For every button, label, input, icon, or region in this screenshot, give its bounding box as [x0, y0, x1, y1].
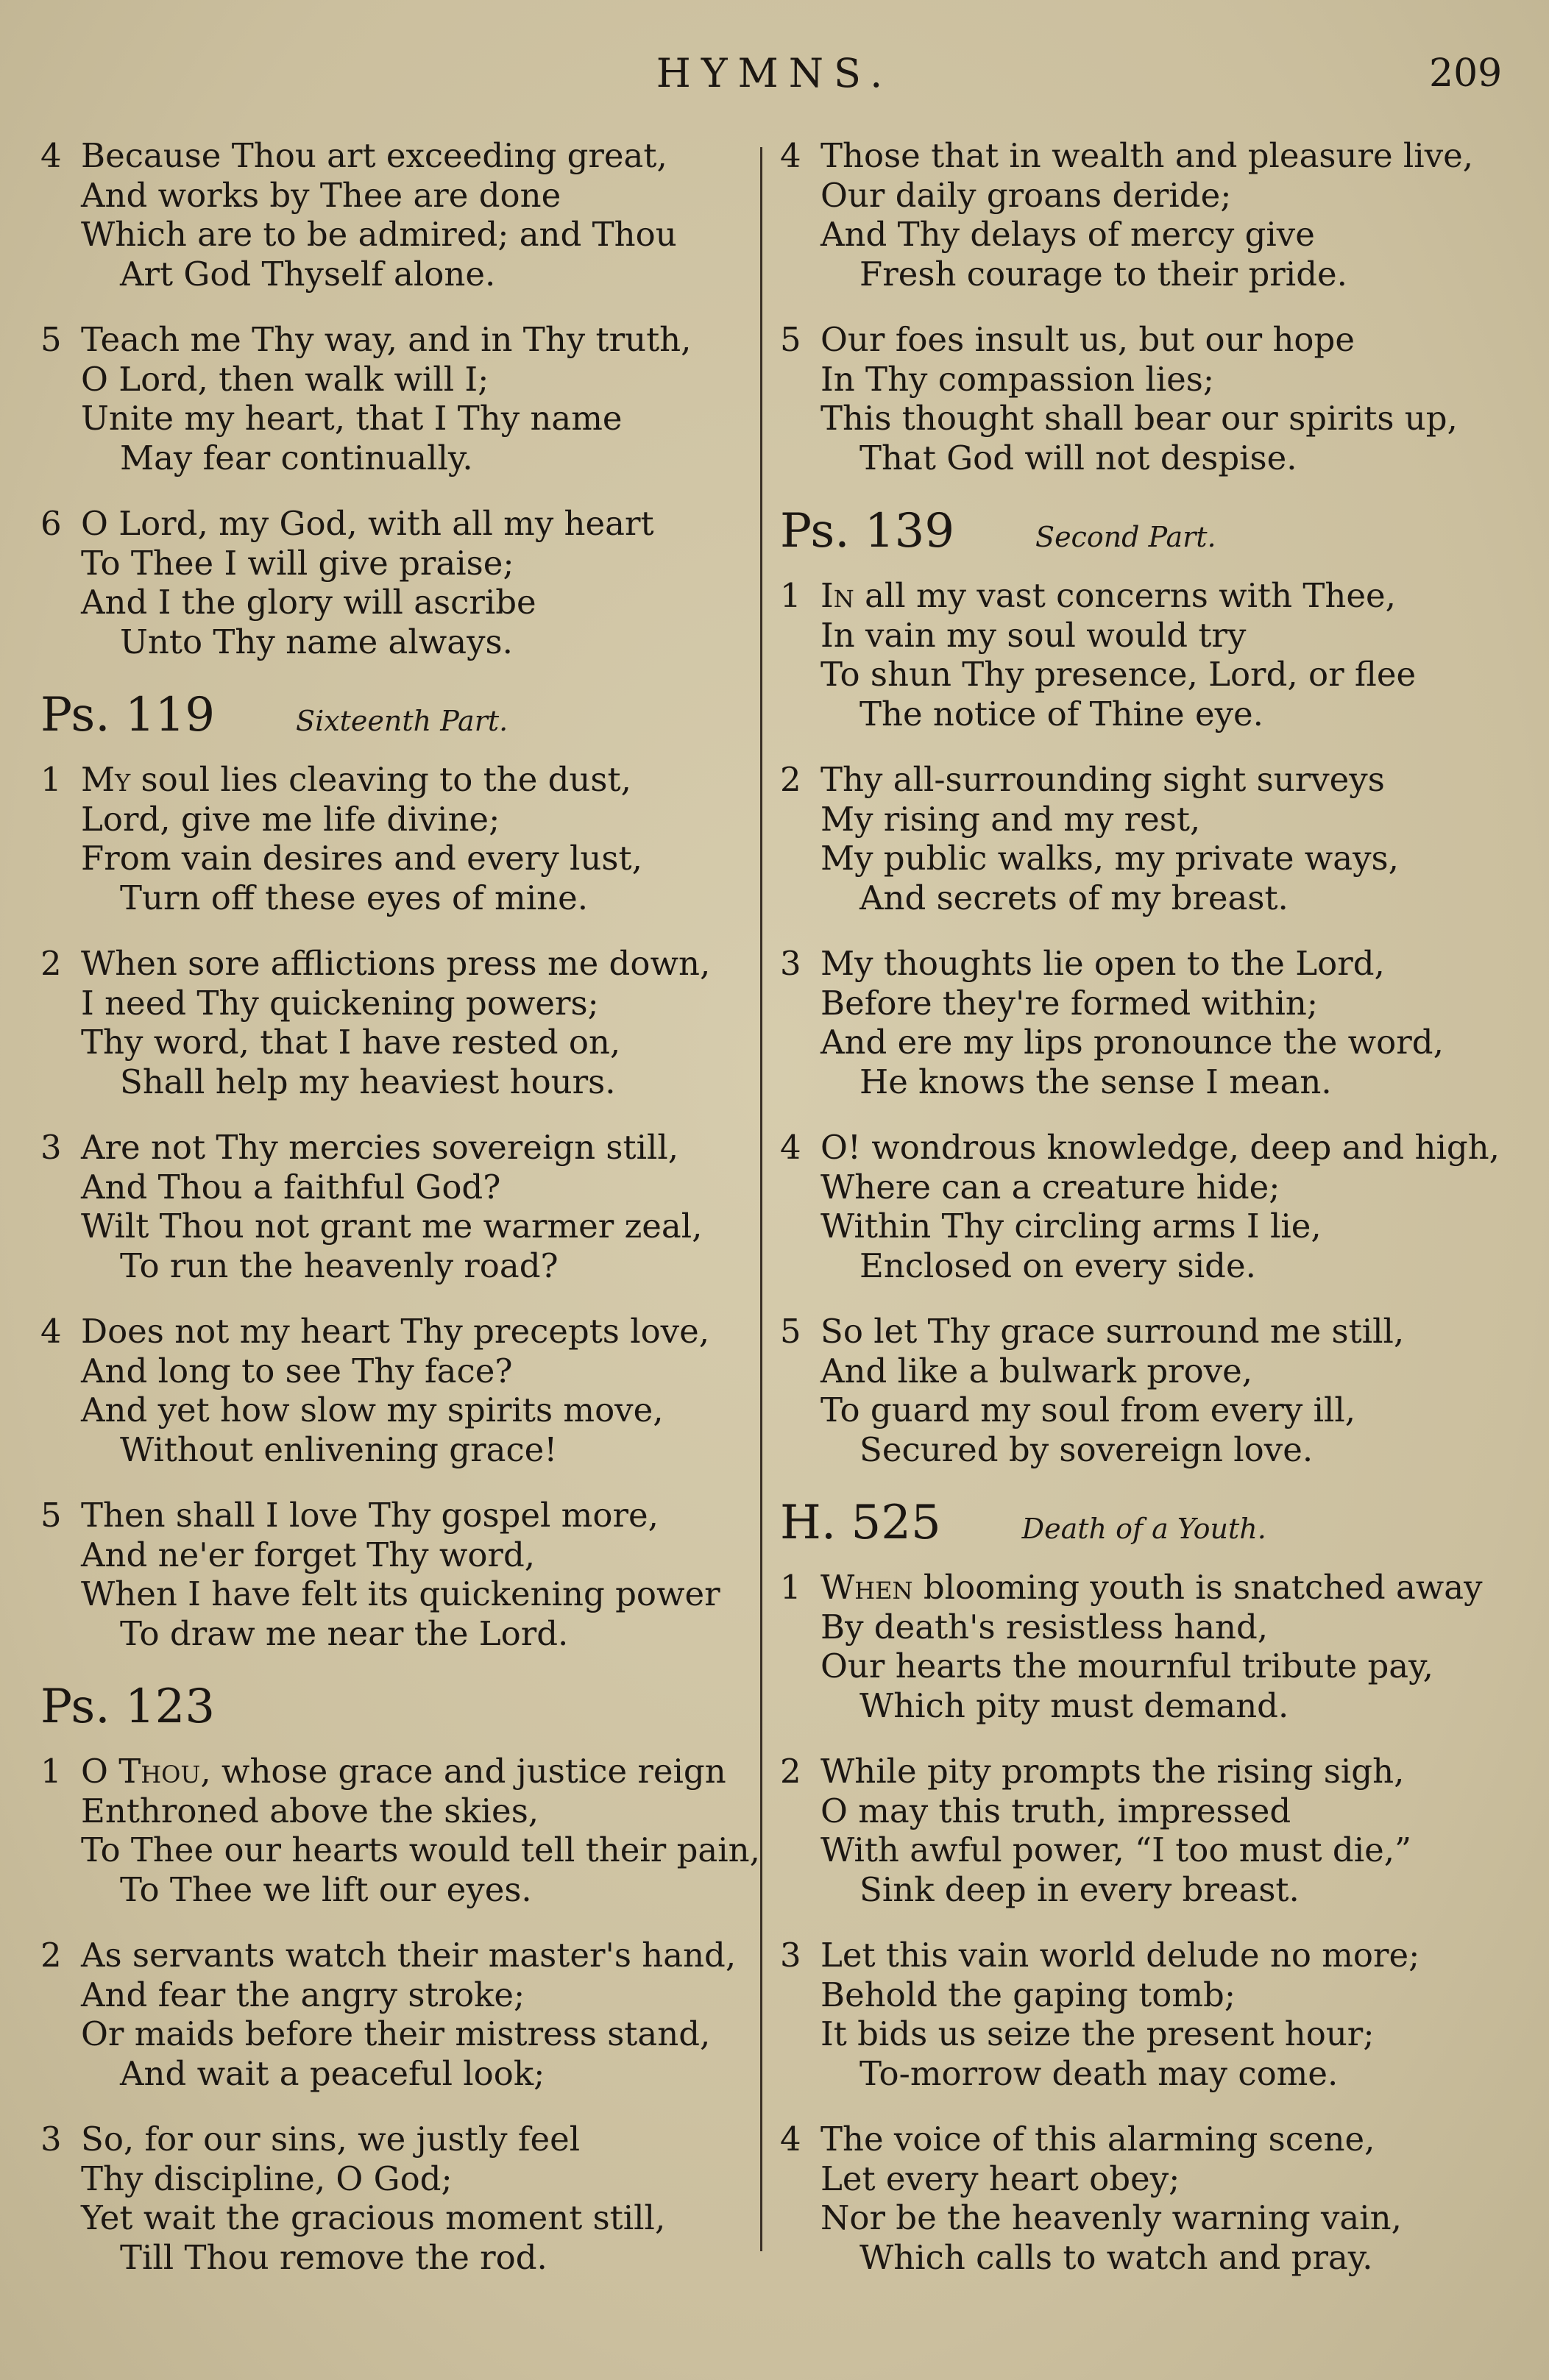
verse-number: 1: [780, 1568, 801, 1607]
verse-text: Teach me Thy way, and in Thy truth,: [81, 320, 692, 359]
verse-text: The notice of Thine eye.: [859, 694, 1263, 733]
verse-text: Does not my heart Thy precepts love,: [81, 1312, 710, 1351]
verse-text: To Thee I will give praise;: [81, 543, 514, 583]
stanza: [780, 1568, 1486, 1725]
verse-text: Nor be the heavenly warning vain,: [820, 2198, 1402, 2237]
verse-line: [40, 176, 747, 216]
verse-text: Which pity must demand.: [859, 1685, 1289, 1725]
verse-text: So let Thy grace surround me still,: [820, 1312, 1405, 1351]
verse-text: And long to see Thy face?: [81, 1351, 513, 1390]
verse-opening-words: In: [820, 576, 854, 615]
verse-number: 5: [40, 320, 62, 359]
verse-line: [780, 695, 1486, 734]
verse-line: [780, 360, 1486, 399]
stanza: [40, 1312, 747, 1469]
verse-line: [40, 438, 747, 478]
verse-number: 1: [40, 1752, 62, 1791]
verse-line: [40, 1351, 747, 1391]
verse-text: Those that in wealth and pleasure live,: [820, 136, 1474, 175]
stanza: [40, 2120, 747, 2277]
verse-line: [780, 616, 1486, 656]
verse-number: 6: [40, 504, 62, 543]
verse-text: Without enlivening grace!: [120, 1429, 558, 1469]
verse-line: [780, 2014, 1486, 2054]
verse-text: And ne'er forget Thy word,: [81, 1535, 536, 1574]
verse-line: [40, 1870, 747, 1910]
stanza: [40, 1752, 760, 1909]
verse-text: My rising and my rest,: [820, 799, 1201, 839]
verse-text: And like a bulwark prove,: [820, 1351, 1253, 1390]
verse-number: 2: [780, 760, 801, 799]
verse-text: Lord, give me life divine;: [81, 799, 500, 839]
verse-text: My public walks, my private ways,: [820, 839, 1399, 878]
verse-text: soul lies cleaving to the dust,: [130, 760, 631, 799]
stanza: [780, 1312, 1486, 1469]
verse-text: When sore afflictions press me down,: [81, 944, 711, 983]
verse-text: Thy discipline, O God;: [81, 2159, 453, 2198]
verse-line: [40, 1430, 747, 1470]
verse-line: [780, 1752, 1486, 1791]
stanza: [780, 320, 1486, 477]
verse-text: Behold the gaping tomb;: [820, 1975, 1236, 2014]
verse-line: [780, 2238, 1486, 2278]
verse-text: In Thy compassion lies;: [820, 359, 1215, 399]
stanza: [780, 1128, 1500, 1285]
verse-text: Shall help my heaviest hours.: [120, 1062, 616, 1101]
verse-line: [40, 2198, 747, 2238]
verse-text: Sink deep in every breast.: [859, 1869, 1300, 1909]
verse-line: [40, 984, 747, 1023]
verse-line: [40, 1390, 747, 1430]
verse-line: [780, 1430, 1486, 1470]
verse-line: [40, 1312, 747, 1351]
verse-text: Yet wait the gracious moment still,: [81, 2198, 666, 2237]
stanza: [780, 136, 1486, 294]
stanza: [40, 760, 747, 917]
verse-line: [40, 1128, 747, 1168]
column-divider: [760, 147, 762, 2251]
verse-text: O Lord, then walk will I;: [81, 359, 489, 399]
verse-line: [40, 1614, 747, 1654]
verse-number: 2: [40, 944, 62, 983]
verse-line: [780, 438, 1486, 478]
verse-text: This thought shall bear our spirits up,: [820, 399, 1458, 438]
verse-number: 4: [780, 2120, 801, 2159]
verse-line: [780, 984, 1486, 1023]
verse-text: O Lord, my God, with all my heart: [81, 504, 654, 543]
verse-line: [780, 2054, 1486, 2094]
verse-text: While pity prompts the rising sigh,: [820, 1752, 1405, 1791]
verse-line: [780, 2159, 1486, 2199]
verse-line: [40, 504, 747, 544]
verse-line: [40, 1496, 747, 1535]
verse-text: And secrets of my breast.: [859, 878, 1289, 917]
verse-number: 2: [780, 1752, 801, 1791]
verse-text: O may this truth, impressed: [820, 1791, 1291, 1830]
verse-number: 3: [40, 1128, 62, 1167]
verse-text: To draw me near the Lord.: [120, 1613, 569, 1653]
verse-text: Unite my heart, that I Thy name: [81, 399, 623, 438]
verse-line: [780, 576, 1486, 616]
verse-line: [780, 1975, 1486, 2015]
verse-line: [780, 1062, 1486, 1102]
verse-line: [780, 1168, 1486, 1207]
verse-text: So, for our sins, we justly feel: [81, 2120, 581, 2159]
verse-text: Our daily groans deride;: [820, 175, 1232, 215]
verse-text: Thy all-surrounding sight surveys: [820, 760, 1385, 799]
verse-number: 4: [40, 1312, 62, 1351]
stanza: [780, 1936, 1486, 2093]
verse-line: [40, 544, 747, 583]
verse-text: My thoughts lie open to the Lord,: [820, 944, 1385, 983]
verse-text: And works by Thee are done: [81, 175, 561, 215]
verse-text: whose grace and justice reign: [210, 1752, 726, 1791]
verse-number: 4: [40, 136, 62, 175]
verse-text: To run the heavenly road?: [120, 1246, 559, 1285]
stanza: [40, 320, 747, 477]
verse-text: Fresh courage to their pride.: [859, 254, 1347, 294]
right-column: [780, 136, 1500, 2303]
stanza: [40, 504, 747, 661]
verse-number: 3: [780, 1936, 801, 1975]
verse-text: O! wondrous knowledge, deep and high,: [820, 1128, 1500, 1167]
verse-line: [40, 360, 747, 399]
verse-line: [780, 655, 1486, 695]
verse-text: To shun Thy presence, Lord, or flee: [820, 655, 1417, 694]
verse-text: blooming youth is snatched away: [912, 1568, 1483, 1607]
stanza: [40, 1936, 747, 2093]
verse-text: In vain my soul would try: [820, 615, 1247, 655]
verse-line: [780, 255, 1486, 294]
verse-line: [40, 800, 747, 839]
verse-text: Art God Thyself alone.: [120, 254, 496, 294]
verse-text: As servants watch their master's hand,: [81, 1936, 737, 1975]
hymn-heading: [780, 1496, 1486, 1550]
verse-line: [780, 1568, 1486, 1608]
verse-text: Let every heart obey;: [820, 2159, 1180, 2198]
verse-line: [40, 1246, 747, 1286]
verse-text: Or maids before their mistress stand,: [81, 2014, 711, 2053]
verse-line: [780, 1870, 1486, 1910]
page-number: 209: [1429, 51, 1503, 96]
hymn-part-title: Death of a Youth.: [1021, 1513, 1266, 1545]
verse-line: [780, 760, 1486, 800]
verse-text: Let this vain world delude no more;: [820, 1936, 1420, 1975]
verse-number: 5: [780, 1312, 801, 1351]
verse-number: 1: [780, 576, 801, 615]
verse-line: [40, 1023, 747, 1062]
verse-text: That God will not despise.: [859, 438, 1297, 477]
verse-text: Secured by sovereign love.: [859, 1429, 1314, 1469]
verse-line: [40, 2054, 747, 2094]
verse-line: [40, 1936, 747, 1975]
verse-line: [780, 1390, 1486, 1430]
verse-line: [40, 255, 747, 294]
hymn-part-title: Second Part.: [1035, 521, 1216, 553]
verse-text: And yet how slow my spirits move,: [81, 1390, 664, 1429]
verse-text: To guard my soul from every ill,: [820, 1390, 1356, 1429]
hymn-heading: [40, 1680, 747, 1734]
verse-line: [780, 215, 1486, 255]
verse-text: The voice of this alarming scene,: [820, 2120, 1375, 2159]
verse-text: Enclosed on every side.: [859, 1246, 1256, 1285]
verse-line: [780, 1647, 1486, 1686]
verse-opening-words: When: [820, 1568, 913, 1607]
running-title: HYMNS.: [656, 50, 893, 96]
verse-number: 2: [40, 1936, 62, 1975]
verse-line: [780, 320, 1486, 360]
verse-text: Our hearts the mournful tribute pay,: [820, 1647, 1433, 1685]
verse-text: I need Thy quickening powers;: [81, 983, 599, 1023]
verse-text: Which are to be admired; and Thou: [81, 215, 677, 254]
verse-text: By death's resistless hand,: [820, 1607, 1269, 1647]
verse-line: [780, 1791, 1486, 1831]
verse-text: He knows the sense I mean.: [859, 1062, 1332, 1101]
verse-line: [40, 1168, 747, 1207]
verse-text: Where can a creature hide;: [820, 1167, 1280, 1207]
verse-number: 1: [40, 760, 62, 799]
hymn-number: Ps. 139: [780, 504, 955, 558]
verse-text: And I the glory will ascribe: [81, 583, 536, 622]
verse-line: [40, 760, 747, 800]
verse-opening-words: My: [81, 760, 131, 799]
verse-line: [40, 1207, 747, 1246]
verse-line: [40, 136, 747, 176]
verse-text: And fear the angry stroke;: [81, 1975, 525, 2014]
verse-opening-words: O Thou,: [81, 1752, 211, 1791]
verse-line: [40, 1535, 747, 1575]
verse-line: [40, 2120, 747, 2159]
left-column: [40, 136, 760, 2303]
verse-line: [40, 583, 747, 622]
verse-number: 3: [780, 944, 801, 983]
hymn-number: Ps. 119: [40, 688, 216, 742]
verse-text: To Thee we lift our eyes.: [120, 1869, 532, 1909]
verse-text: With awful power, “I too must die,”: [820, 1830, 1412, 1869]
hymn-heading: [40, 688, 747, 742]
verse-line: [780, 2198, 1486, 2238]
verse-text: Enthroned above the skies,: [81, 1791, 539, 1830]
verse-number: 4: [780, 136, 801, 175]
verse-line: [780, 1686, 1486, 1726]
verse-line: [40, 944, 747, 984]
stanza: [40, 136, 747, 294]
verse-text: Then shall I love Thy gospel more,: [81, 1496, 659, 1535]
verse-line: [780, 1351, 1486, 1391]
verse-line: [40, 1752, 747, 1791]
verse-text: Our foes insult us, but our hope: [820, 320, 1355, 359]
verse-text: May fear continually.: [120, 438, 473, 477]
verse-number: 5: [40, 1496, 62, 1535]
verse-number: 3: [40, 2120, 62, 2159]
verse-line: [40, 215, 747, 255]
verse-line: [780, 2120, 1486, 2159]
verse-line: [40, 1062, 747, 1102]
verse-line: [780, 1312, 1486, 1351]
verse-line: [780, 878, 1486, 918]
verse-text: It bids us seize the present hour;: [820, 2014, 1375, 2053]
verse-line: [780, 1207, 1486, 1246]
verse-line: [780, 1936, 1486, 1975]
verse-line: [780, 1023, 1486, 1062]
verse-line: [780, 944, 1486, 984]
verse-text: From vain desires and every lust,: [81, 839, 642, 878]
verse-text: Before they're formed within;: [820, 983, 1319, 1023]
verse-text: When I have felt its quickening power: [81, 1574, 720, 1613]
verse-text: all my vast concerns with Thee,: [854, 576, 1396, 615]
verse-line: [40, 399, 747, 438]
hymn-part-title: Sixteenth Part.: [296, 705, 508, 737]
verse-text: Are not Thy mercies sovereign still,: [81, 1128, 679, 1167]
verse-text: Wilt Thou not grant me warmer zeal,: [81, 1207, 703, 1246]
verse-line: [40, 2014, 747, 2054]
verse-line: [40, 1574, 747, 1614]
verse-number: 5: [780, 320, 801, 359]
stanza: [780, 944, 1486, 1101]
stanza: [780, 1752, 1486, 1909]
verse-line: [40, 1830, 760, 1870]
verse-line: [780, 176, 1486, 216]
verse-text: And Thy delays of mercy give: [820, 215, 1315, 254]
hymn-number: Ps. 123: [40, 1680, 216, 1734]
verse-line: [780, 800, 1486, 839]
verse-text: Which calls to watch and pray.: [859, 2237, 1373, 2277]
verse-text: Turn off these eyes of mine.: [120, 878, 588, 917]
verse-text: To-morrow death may come.: [859, 2053, 1339, 2093]
stanza: [780, 2120, 1486, 2277]
verse-line: [40, 1791, 747, 1831]
verse-text: And wait a peaceful look;: [120, 2053, 545, 2093]
verse-line: [780, 399, 1486, 438]
stanza: [40, 944, 747, 1101]
stanza: [40, 1128, 747, 1285]
verse-line: [780, 1830, 1486, 1870]
verse-text: And ere my lips pronounce the word,: [820, 1023, 1444, 1062]
verse-line: [780, 1128, 1500, 1168]
verse-line: [40, 2159, 747, 2199]
verse-line: [780, 839, 1486, 878]
verse-text: Thy word, that I have rested on,: [81, 1023, 621, 1062]
hymn-number: H. 525: [780, 1496, 941, 1550]
verse-text: Unto Thy name always.: [120, 622, 513, 661]
verse-line: [40, 622, 747, 662]
hymn-heading: [780, 504, 1486, 558]
verse-line: [40, 320, 747, 360]
verse-line: [40, 2238, 747, 2278]
stanza: [40, 1496, 747, 1653]
verse-text: Because Thou art exceeding great,: [81, 136, 667, 175]
verse-number: 4: [780, 1128, 801, 1167]
verse-line: [40, 1975, 747, 2015]
verse-text: And Thou a faithful God?: [81, 1167, 501, 1207]
verse-text: Within Thy circling arms I lie,: [820, 1207, 1322, 1246]
verse-line: [40, 839, 747, 878]
verse-line: [780, 1608, 1486, 1647]
stanza: [780, 760, 1486, 917]
verse-text: Till Thou remove the rod.: [120, 2237, 547, 2277]
verse-line: [780, 136, 1486, 176]
verse-line: [40, 878, 747, 918]
verse-text: To Thee our hearts would tell their pain,: [81, 1830, 760, 1869]
stanza: [780, 576, 1486, 733]
verse-line: [780, 1246, 1486, 1286]
